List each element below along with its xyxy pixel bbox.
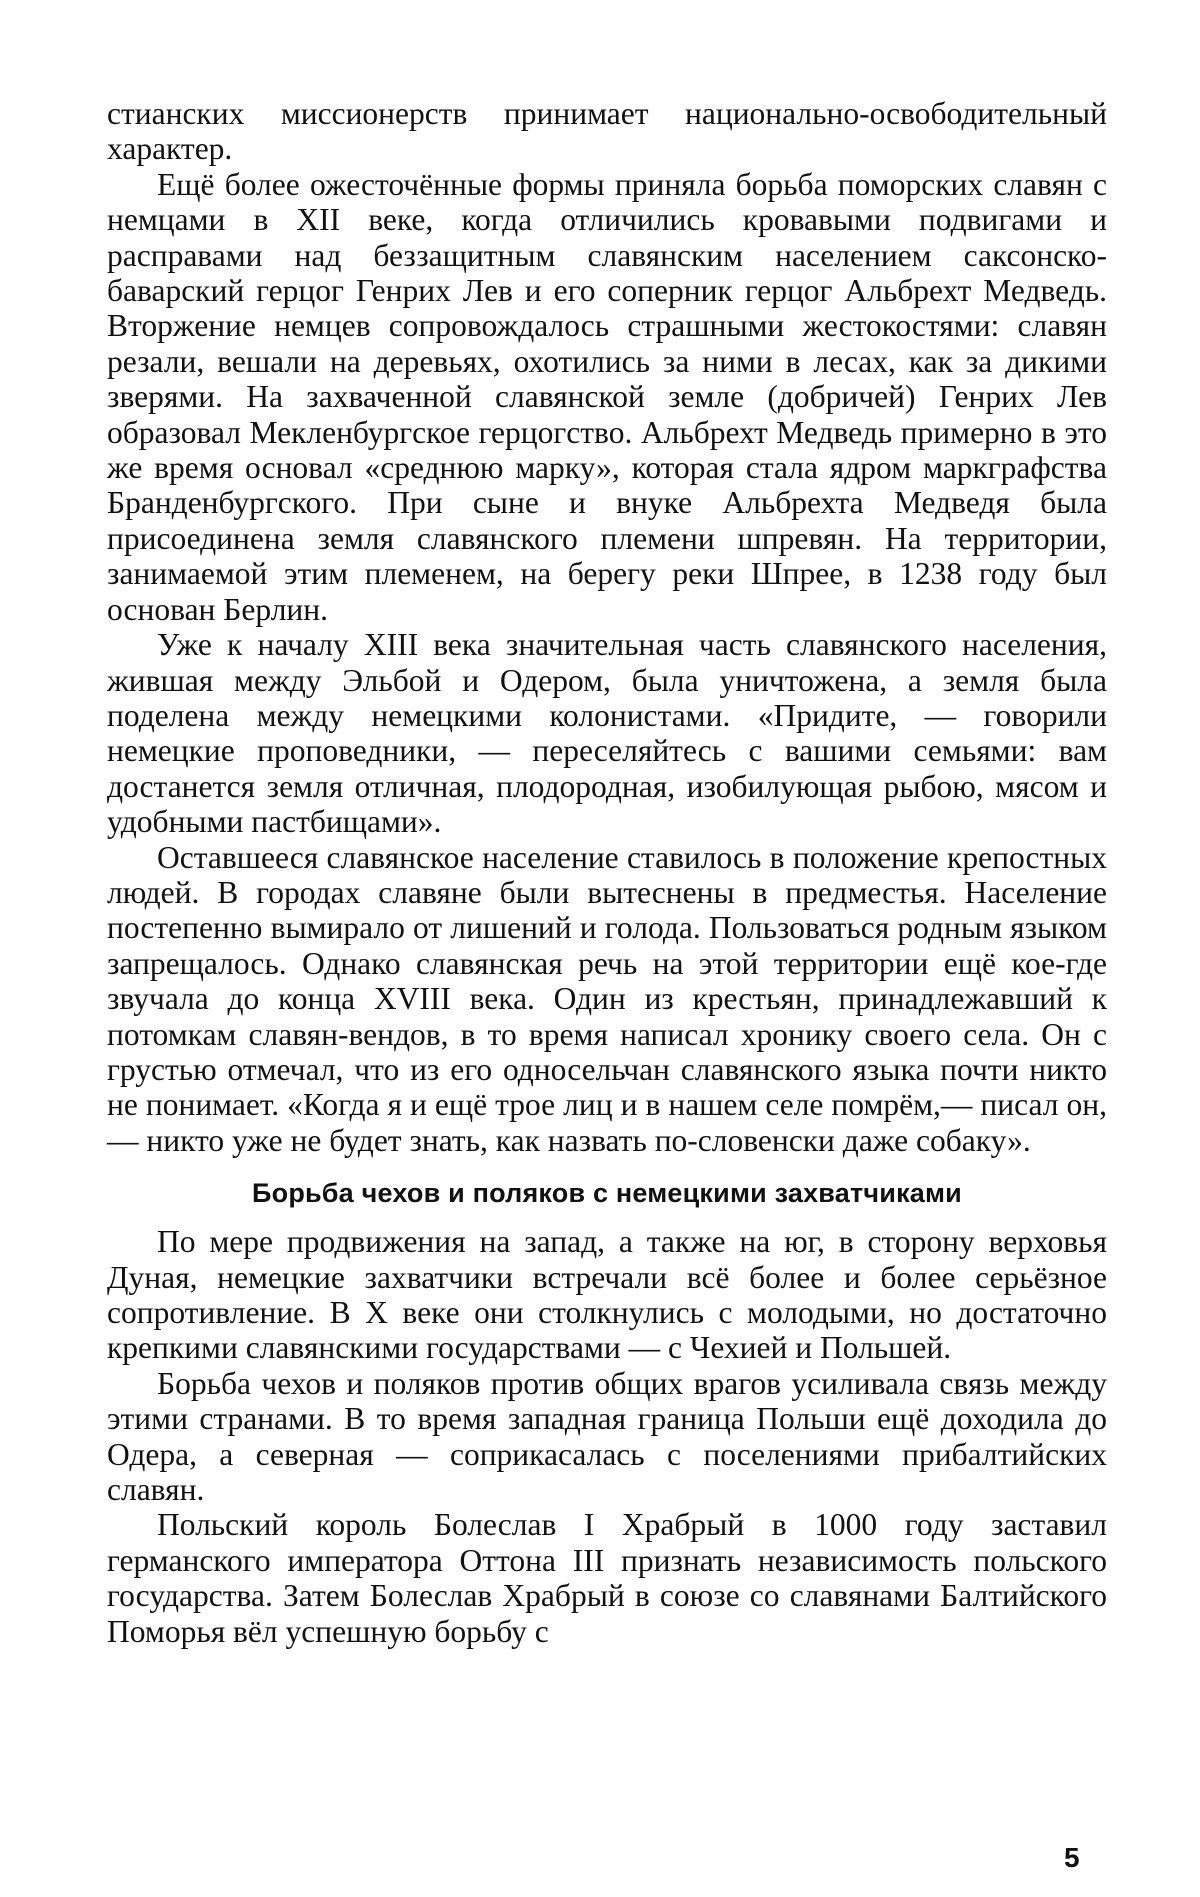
paragraph-boleslaw: Польский король Болеслав I Храбрый в 1000 году заставил германского императора Оттона III признать независимость польского государства. Затем Болеслав Храбрый в союзе со славянами Балтийского Поморья вёл успешную борьбу с xyxy=(107,1507,1107,1649)
section-heading: Борьба чехов и поляков с немецкими захватчиками xyxy=(252,1178,962,1209)
text-column xyxy=(107,96,1107,1649)
paragraph-remaining-population: Оставшееся славянское население ставилось в положение крепостных людей. В городах славяне были вытеснены в предместья. Население постепенно вымирало от лишений и голода. Пользоваться родным языком запрещалось. Однако славянская речь на этой территории ещё кое-где звучала до конца XVIII века. Один из крестьян, принадлежавший к потомкам славян-вендов, в то время написал хронику своего села. Он с грустью отмечал, что из его односельчан славянского языка почти никто не понимает. «Когда я и ещё трое лиц и в нашем селе помрём,— писал он,— никто уже не будет знать, как назвать по-словенски даже собаку». xyxy=(107,839,1107,1158)
page-number: 5 xyxy=(1064,1842,1080,1873)
paragraph-thirteenth-century: Уже к началу XIII века значительная часть славянского населения, жившая между Эльбой и Одером, была уничтожена, а земля была поделена между немецкими колонистами. «Придите, — говорили немецкие проповедники, — переселяйтесь с вашими семьями: вам достанется земля отличная, плодородная, изобилующая рыбою, мясом и удобными пастбищами». xyxy=(107,627,1107,840)
paragraph-continuation: стианских миссионерств принимает национально-освободительный характер. xyxy=(107,96,1107,167)
paragraph-common-enemies: Борьба чехов и поляков против общих врагов усиливала связь между этими странами. В то время западная граница Польши ещё доходила до Одера, а северная — соприкасалась с поселениями прибалтийских славян. xyxy=(107,1365,1107,1508)
paragraph-pomeranian-slavs: Ещё более ожесточённые формы приняла борьба поморских славян с немцами в XII веке, когда отличились кровавыми подвигами и расправами над беззащитным славянским населением саксонско-баварский герцог Генрих Лев и его соперник герцог Альбрехт Медведь. Вторжение немцев сопровождалось страшными жестокостями: славян резали, вешали на деревьях, охотились за ними в лесах, как за дикими зверями. На захваченной славянской земле (добричей) Генрих Лев образовал Мекленбургское герцогство. Альбрехт Медведь примерно в это же время основал «среднюю марку», которая стала ядром маркграфства Бранденбургского. При сыне и внуке Альбрехта Медведя была присоединена земля славянского племени шпревян. На территории, занимаемой этим племенем, на берегу реки Шпрее, в 1238 году был основан Берлин. xyxy=(107,166,1107,627)
paragraph-westward-advance: По мере продвижения на запад, а также на юг, в сторону верховья Дуная, немецкие захватчики встречали всё более и более серьёзное сопротивление. В X веке они столкнулись с молодыми, но достаточно крепкими славянскими государствами — с Чехией и Польшей. xyxy=(107,1224,1107,1366)
